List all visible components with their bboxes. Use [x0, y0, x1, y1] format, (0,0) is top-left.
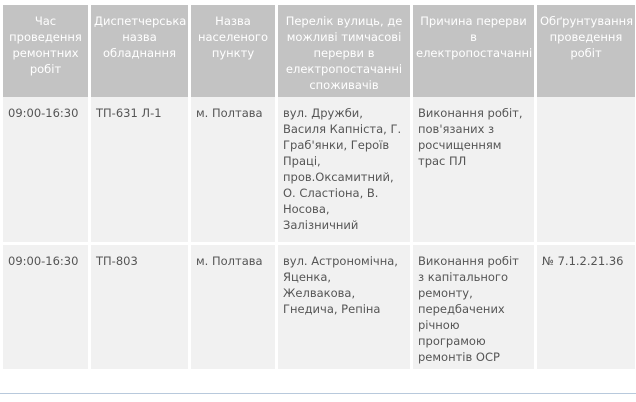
table-row	[3, 242, 635, 369]
cell-justification	[537, 97, 635, 242]
header-streets-list: Перелік вулиць, де можливі тимчасові перерви в електропостачанні споживачів	[278, 5, 413, 97]
cell-locality: м. Полтава	[191, 242, 278, 369]
header-repair-time: Час проведення ремонтних робіт	[3, 5, 91, 97]
header-equipment-name: Диспетчерська назва обладнання	[91, 5, 191, 97]
cell-locality: м. Полтава	[191, 97, 278, 242]
table-row	[3, 97, 635, 242]
cell-equipment: ТП-803	[91, 242, 191, 369]
outage-schedule-table	[3, 5, 635, 369]
cell-justification: № 7.1.2.21.36	[537, 242, 635, 369]
header-locality-name: Назва населеного пункту	[191, 5, 278, 97]
cell-streets: вул. Астрономічна, Яценка, Желвакова, Гнедича, Репіна	[278, 242, 413, 369]
cell-reason: Виконання робіт, пов'язаних з росчищенням трас ПЛ	[413, 97, 537, 242]
header-outage-reason: Причина перерви в електропостачанні	[413, 5, 537, 97]
cell-time: 09:00-16:30	[3, 242, 91, 369]
cell-time: 09:00-16:30	[3, 97, 91, 242]
cell-streets: вул. Дружби, Василя Капніста, Г. Граб'янки, Героїв Праці, пров.Оксамитний, О. Сластіона, В. Носова, Залізничний	[278, 97, 413, 242]
bottom-divider	[0, 393, 636, 394]
header-work-justification: Обґрунтування проведення робіт	[537, 5, 635, 97]
cell-equipment: ТП-631 Л-1	[91, 97, 191, 242]
table-header-row	[3, 5, 635, 97]
cell-reason: Виконання робіт з капітального ремонту, передбачених річною програмою ремонтів ОСР	[413, 242, 537, 369]
